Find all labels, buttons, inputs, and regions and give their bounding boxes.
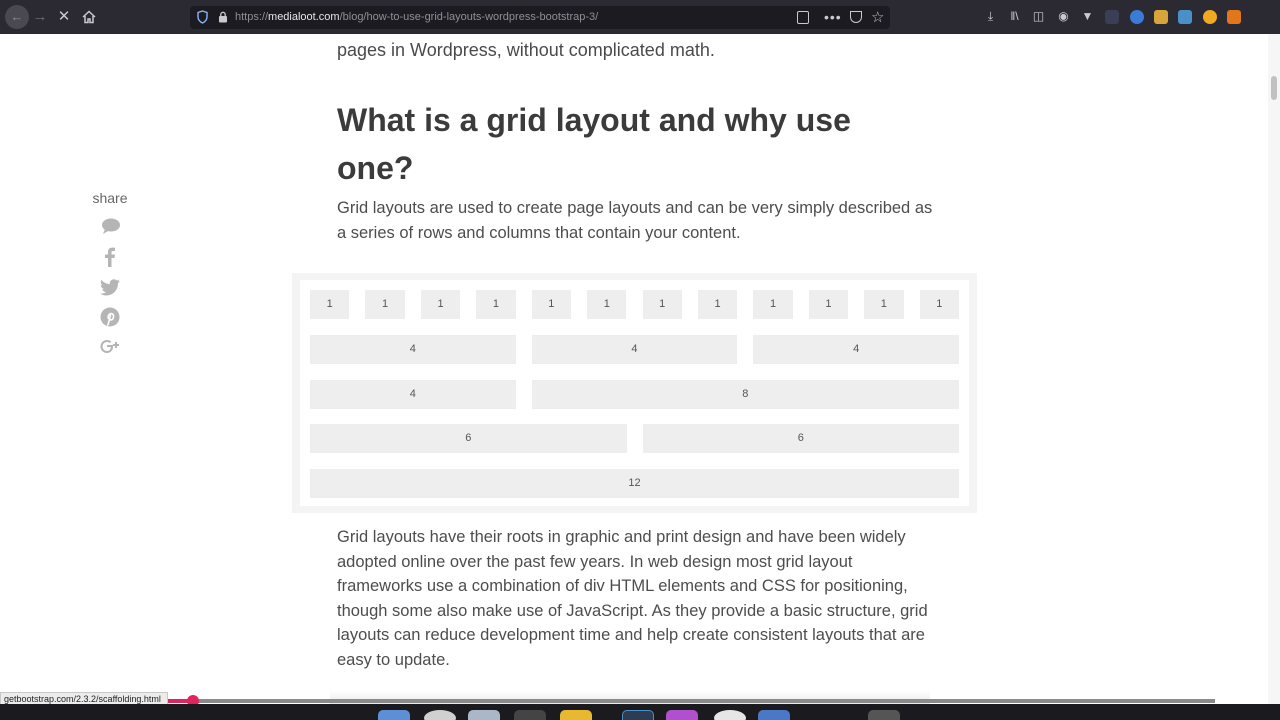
grid-cell-span-4: 4 — [532, 335, 738, 364]
reader-view-icon[interactable] — [797, 11, 809, 24]
forward-button[interactable]: → — [32, 8, 48, 25]
grid-cell-span-1: 1 — [310, 290, 349, 319]
section-heading: What is a grid layout and why use one? — [337, 102, 851, 186]
metamask-icon[interactable] — [1227, 10, 1241, 24]
page-actions-icon[interactable]: ••• — [824, 9, 842, 25]
video-progress-bar[interactable] — [0, 699, 1215, 703]
page-scrollbar[interactable] — [1268, 34, 1280, 704]
grid-cell-span-8: 8 — [532, 380, 959, 409]
grid-cell-span-1: 1 — [920, 290, 959, 319]
tracking-shield-icon[interactable] — [197, 10, 208, 24]
dock-finder-icon[interactable] — [378, 710, 410, 720]
grid-cell-span-1: 1 — [809, 290, 848, 319]
grid-cell-span-12: 12 — [310, 469, 959, 498]
extension-icon[interactable] — [1203, 10, 1217, 24]
grid-cell-span-1: 1 — [421, 290, 460, 319]
dock-terminal-icon[interactable] — [622, 710, 654, 720]
grid-cell-span-4: 4 — [310, 335, 516, 364]
share-label: share — [92, 190, 128, 206]
grid-cell-span-1: 1 — [476, 290, 515, 319]
facebook-icon[interactable] — [99, 246, 121, 268]
paragraph-history: Grid layouts have their roots in graphic and print design and have been widely adopted online over the past few years. In web design most grid layout frameworks use a combination of div HTML elements and CSS for positioning, though some also make use of JavaScript. As they provide a basic structure, grid layouts can reduce development time and help create consistent layouts that are easy to update. — [337, 528, 928, 669]
stop-loading-button[interactable]: ✕ — [57, 8, 71, 25]
grid-cell-span-1: 1 — [365, 290, 404, 319]
web-page — [0, 34, 1268, 704]
link-status-tooltip: getbootstrap.com/2.3.2/scaffolding.html — [0, 692, 168, 706]
address-bar[interactable] — [190, 6, 890, 29]
grid-cell-span-4: 4 — [753, 335, 959, 364]
profile-extension-icon[interactable] — [1130, 10, 1144, 24]
grid-cell-span-4: 4 — [310, 380, 516, 409]
grid-cell-span-1: 1 — [864, 290, 903, 319]
paragraph-intro: Grid layouts are used to create page layouts and can be very simply described as a series of rows and columns that contain your content. — [337, 199, 933, 242]
extension-icon[interactable] — [1105, 10, 1119, 24]
grid-cell-span-1: 1 — [698, 290, 737, 319]
google-plus-icon[interactable] — [99, 336, 121, 358]
grid-layout-canvas — [300, 280, 969, 506]
sidebar-icon[interactable]: ◫ — [1032, 9, 1045, 23]
grid-layout-illustration — [292, 273, 977, 513]
dock-app-icon[interactable] — [666, 710, 698, 720]
dock-app-icon[interactable] — [424, 710, 456, 720]
downloads-icon[interactable]: ⤓ — [987, 9, 994, 23]
analytics-extension-icon[interactable] — [1178, 10, 1192, 24]
grid-cell-span-1: 1 — [532, 290, 571, 319]
intro-line: pages in Wordpress, without complicated math. — [337, 40, 715, 60]
grid-cell-span-1: 1 — [587, 290, 626, 319]
home-icon — [82, 10, 96, 24]
pinterest-icon[interactable] — [99, 306, 121, 328]
bookmark-star-icon[interactable]: ☆ — [871, 9, 885, 26]
scrollbar-thumb[interactable] — [1271, 76, 1277, 100]
extension-icon[interactable] — [1154, 10, 1168, 24]
account-icon[interactable]: ◉ — [1058, 9, 1069, 23]
twitter-icon[interactable] — [99, 276, 121, 298]
browser-toolbar — [0, 0, 1280, 34]
dock-app-icon[interactable] — [714, 710, 746, 720]
dock-app-icon[interactable] — [758, 710, 790, 720]
grid-cell-span-6: 6 — [310, 424, 627, 453]
share-bar — [80, 190, 140, 366]
grid-cell-span-1: 1 — [643, 290, 682, 319]
back-button[interactable]: ← — [5, 5, 29, 29]
dock-app-icon[interactable] — [514, 710, 546, 720]
dock-app-icon[interactable] — [560, 710, 592, 720]
dock-app-icon[interactable] — [468, 710, 500, 720]
home-button[interactable] — [79, 7, 99, 27]
library-icon[interactable]: ‖\ — [1010, 9, 1019, 23]
grid-cell-span-1: 1 — [753, 290, 792, 319]
grid-cell-span-6: 6 — [643, 424, 960, 453]
pocket-icon[interactable] — [850, 11, 862, 23]
url-text[interactable] — [235, 11, 598, 23]
lock-icon[interactable] — [218, 11, 228, 23]
url-host: medialoot.com — [268, 11, 340, 23]
url-prefix: https:// — [235, 11, 269, 23]
os-dock — [0, 704, 1280, 720]
dock-trash-icon[interactable] — [868, 710, 900, 720]
comment-icon[interactable] — [99, 216, 121, 238]
url-path: /blog/how-to-use-grid-layouts-wordpress-bootstrap-3/ — [339, 11, 599, 23]
vue-devtools-icon[interactable]: ▼ — [1081, 9, 1094, 23]
